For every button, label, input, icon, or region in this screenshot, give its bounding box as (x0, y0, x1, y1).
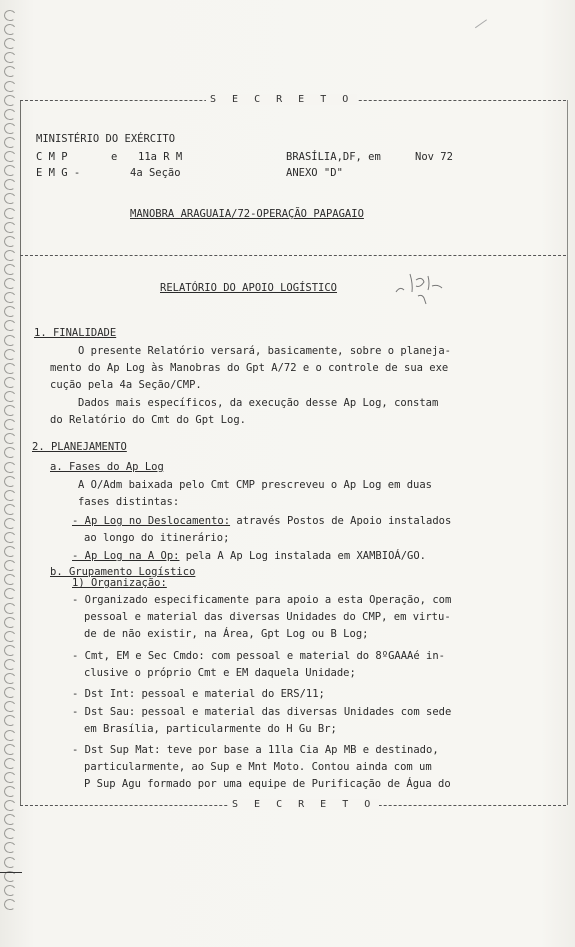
org-line-3a: E M G - (36, 167, 81, 179)
binder-hole (3, 729, 17, 742)
s2b-bullet-5-line-2: particularmente, ao Sup e Mnt Moto. Contou ainda com um (84, 761, 432, 773)
binder-hole (3, 446, 17, 459)
section-2-heading: 2. PLANEJAMENTO (32, 441, 127, 453)
binder-hole (3, 51, 17, 64)
binder-hole (3, 658, 17, 671)
s2b-bullet-3: - Dst Int: pessoal e material do ERS/11; (72, 688, 325, 700)
s2a-bullet-1 (72, 515, 451, 528)
org-line-1: MINISTÉRIO DO EXÉRCITO (36, 133, 176, 145)
s2b-bullet-1-line-2: pessoal e material das diversas Unidades do CMP, em virtu- (84, 611, 451, 623)
org-line-3b: 4a Seção (130, 167, 181, 179)
s2a-bullet-1-line-2: ao longo do itinerário; (84, 532, 230, 544)
s2b-bullet-4-line-2: em Brasília, particularmente do H Gu Br; (84, 723, 337, 735)
report-title: RELATÓRIO DO APOIO LOGÍSTICO (160, 282, 338, 294)
binder-hole (3, 715, 17, 728)
binder-hole (3, 362, 17, 375)
s2a-line-2: fases distintas: (78, 496, 180, 508)
binder-hole (3, 334, 17, 347)
annex-label: ANEXO "D" (286, 167, 343, 179)
s2b-bullet-4-line-1: - Dst Sau: pessoal e material das diversas Unidades com sede (72, 706, 452, 718)
binder-hole (3, 630, 17, 643)
binder-hole (3, 94, 17, 107)
s2a-bullet-2 (72, 550, 426, 563)
binder-hole (3, 841, 17, 854)
binder-hole (3, 517, 17, 530)
edge-stroke (0, 872, 22, 873)
s1-p1-line-1: O presente Relatório versará, basicamente, sobre o planeja- (78, 345, 451, 357)
s2a-bullet-2-label: - Ap Log na A Op: (72, 550, 180, 562)
place-date: BRASÍLIA,DF, em (286, 151, 381, 163)
binder-hole (3, 9, 17, 22)
binder-hole (3, 489, 17, 502)
s2b-bullet-2-line-2: clusive o próprio Cmt e EM daquela Unidade; (84, 667, 356, 679)
binder-hole (3, 277, 17, 290)
binder-hole (3, 884, 17, 897)
binder-hole (3, 785, 17, 798)
binder-hole (3, 23, 17, 36)
s1-p2-line-2: do Relatório do Cmt do Gpt Log. (50, 414, 246, 426)
binder-hole (3, 503, 17, 516)
binder-hole (3, 559, 17, 572)
corner-mark (475, 19, 495, 39)
binder-hole (3, 164, 17, 177)
binder-hole (3, 263, 17, 276)
s2b-bullet-2-line-1: - Cmt, EM e Sec Cmdo: com pessoal e material do 8ºGAAAé in- (72, 650, 445, 662)
binder-hole (3, 616, 17, 629)
section-1-heading: 1. FINALIDADE (34, 327, 117, 339)
org-line-2b: e (111, 151, 118, 163)
binder-hole (3, 136, 17, 149)
binder-hole (3, 348, 17, 361)
binder-hole (3, 644, 17, 657)
binder-hole (3, 813, 17, 826)
operation-title: MANOBRA ARAGUAIA/72-OPERAÇÃO PAPAGAIO (130, 208, 364, 220)
binder-hole (3, 178, 17, 191)
footer-classification: S E C R E T O (228, 799, 379, 810)
handwritten-initials (388, 266, 448, 306)
s2a-bullet-2-text: pela A Ap Log instalada em XAMBIOÁ/GO. (179, 550, 427, 562)
binder-hole (3, 221, 17, 234)
binder-hole (3, 827, 17, 840)
binder-hole (3, 531, 17, 544)
title-rule (20, 255, 566, 256)
binder-hole (3, 390, 17, 403)
binder-hole (3, 700, 17, 713)
s2b-bullet-5-line-1: - Dst Sup Mat: teve por base a 11la Cia Ap MB e destinado, (72, 744, 439, 756)
section-2b-heading: b. Grupamento Logístico (50, 566, 196, 578)
s1-p2-line-1: Dados mais específicos, da execução desse Ap Log, constam (78, 397, 439, 409)
s1-p1-line-2: mento do Ap Log às Manobras do Gpt A/72 e o controle de sua exe (50, 362, 449, 374)
binder-hole (3, 249, 17, 262)
binder-hole (3, 757, 17, 770)
binder-hole (3, 602, 17, 615)
binder-hole (3, 319, 17, 332)
binder-hole (3, 898, 17, 911)
binder-hole (3, 404, 17, 417)
binder-hole (3, 573, 17, 586)
binder-hole (3, 235, 17, 248)
binder-hole (3, 799, 17, 812)
binder-hole (3, 743, 17, 756)
s2b-bullet-5-line-3: P Sup Agu formado por uma equipe de Purificação de Água do (84, 778, 451, 790)
section-2a-heading: a. Fases do Ap Log (50, 461, 164, 473)
binder-hole (3, 376, 17, 389)
binder-hole (3, 108, 17, 121)
binder-hole (3, 545, 17, 558)
binder-hole (3, 122, 17, 135)
binder-hole (3, 207, 17, 220)
binder-hole (3, 588, 17, 601)
binder-hole (3, 291, 17, 304)
binder-hole (3, 150, 17, 163)
month-year: Nov 72 (415, 151, 453, 163)
binder-hole (3, 461, 17, 474)
s2b-bullet-1-line-1: - Organizado especificamente para apoio a esta Operação, com (72, 594, 452, 606)
binder-hole (3, 432, 17, 445)
s2b-subheading: 1) Organização: (72, 577, 167, 589)
binder-hole (3, 65, 17, 78)
binder-hole (3, 686, 17, 699)
binder-hole (3, 37, 17, 50)
binder-hole (3, 856, 17, 869)
s2a-bullet-1-label: - Ap Log no Deslocamento: (72, 515, 231, 527)
binder-hole (3, 418, 17, 431)
s1-p1-line-3: cução pela 4a Seção/CMP. (50, 379, 202, 391)
binder-hole (3, 672, 17, 685)
s2a-line-1: A O/Adm baixada pelo Cmt CMP prescreveu o Ap Log em duas (78, 479, 433, 491)
org-line-2c: 11a R M (138, 151, 183, 163)
s2a-bullet-1-text: através Postos de Apoio instalados (230, 515, 452, 527)
binder-hole (3, 192, 17, 205)
binder-hole (3, 475, 17, 488)
binder-hole (3, 771, 17, 784)
org-line-2a: C M P (36, 151, 68, 163)
header-classification: S E C R E T O (206, 94, 357, 105)
s2b-bullet-1-line-3: de de não existir, na Área, Gpt Log ou B Log; (84, 628, 369, 640)
binder-hole (3, 80, 17, 93)
binder-hole (3, 305, 17, 318)
